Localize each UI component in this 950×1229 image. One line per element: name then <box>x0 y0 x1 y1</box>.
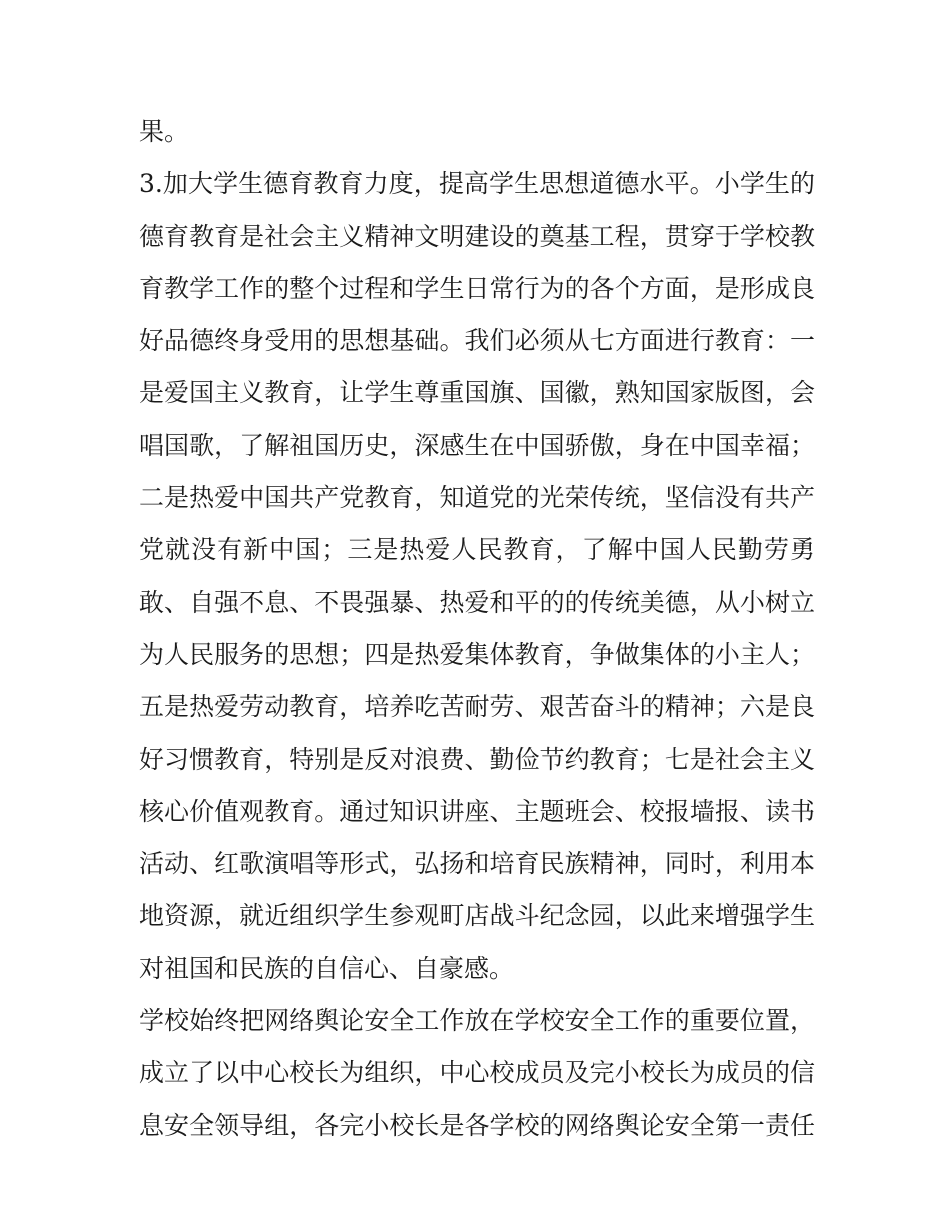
text-line: 育教学工作的整个过程和学生日常行为的各个方面，是形成良 <box>139 273 815 303</box>
text-line: 德育教育是社会主义精神文明建设的奠基工程，贯穿于学校教 <box>139 221 815 251</box>
text-line: 二是热爱中国共产党教育，知道党的光荣传统，坚信没有共产 <box>139 483 815 513</box>
text-line: 学校始终把网络舆论安全工作放在学校安全工作的重要位置， <box>139 1006 815 1036</box>
text-line: 成立了以中心校长为组织，中心校成员及完小校长为成员的信 <box>139 1058 815 1088</box>
text-line: 息安全领导组，各完小校长是各学校的网络舆论安全第一责任 <box>139 1110 815 1140</box>
text-line: 敢、自强不息、不畏强暴、热爱和平的的传统美德，从小树立 <box>139 587 815 617</box>
text-line: 唱国歌，了解祖国历史，深感生在中国骄傲，身在中国幸福； <box>139 430 815 460</box>
text-line: 为人民服务的思想；四是热爱集体教育，争做集体的小主人； <box>139 639 815 669</box>
text-line: 好习惯教育，特别是反对浪费、勤俭节约教育；七是社会主义 <box>139 744 815 774</box>
text-line: 是爱国主义教育，让学生尊重国旗、国徽，熟知国家版图，会 <box>139 378 815 408</box>
text-line: 对祖国和民族的自信心、自豪感。 <box>139 953 515 983</box>
text-line: 3.加大学生德育教育力度，提高学生思想道德水平。小学生的 <box>139 169 815 199</box>
text-line: 活动、红歌演唱等形式，弘扬和培育民族精神，同时，利用本 <box>139 849 815 879</box>
text-line: 五是热爱劳动教育，培养吃苦耐劳、艰苦奋斗的精神；六是良 <box>139 692 815 722</box>
text-line: 好品德终身受用的思想基础。我们必须从七方面进行教育：一 <box>139 326 815 356</box>
text-line: 地资源，就近组织学生参观町店战斗纪念园，以此来增强学生 <box>139 901 815 931</box>
body-text <box>139 106 815 1152</box>
text-line: 党就没有新中国；三是热爱人民教育，了解中国人民勤劳勇 <box>139 535 815 565</box>
text-line: 果。 <box>139 117 190 146</box>
text-line: 核心价值观教育。通过知识讲座、主题班会、校报墙报、读书 <box>139 796 815 826</box>
